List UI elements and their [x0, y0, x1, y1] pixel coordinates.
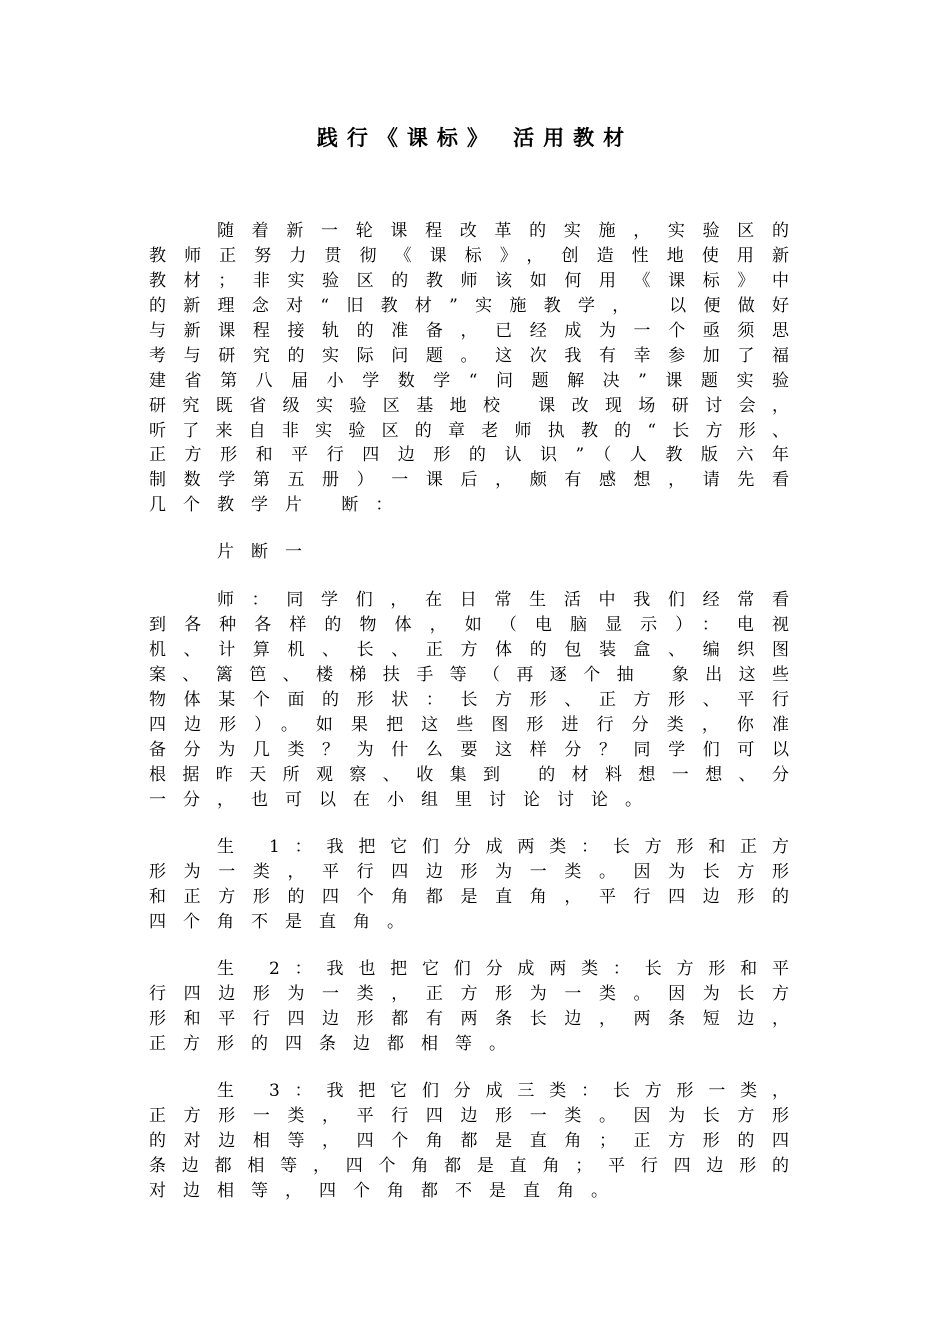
paragraph-line: 生 1：我把它们分成两类：长方形和正方: [217, 837, 789, 857]
paragraph-line: 几个教学片 断：: [149, 495, 410, 515]
paragraph-line: 正方形一类，平行四边形一类。因为长方形: [149, 1106, 789, 1126]
paragraph-line: 制数学第五册）一课后，颇有感想，请先看: [149, 470, 789, 490]
paragraph-line: 师：同学们，在日常生活中我们经常看: [217, 590, 789, 610]
paragraph-line: 备分为几类？为什么要这样分？同学们可以: [149, 740, 789, 760]
paragraph-line: 形为一类，平行四边形为一类。因为长方形: [149, 862, 789, 882]
section-heading: 片断一: [217, 542, 319, 562]
paragraph-line: 到各种各样的物体，如（电脑显示）：电视: [149, 615, 789, 635]
paragraph-line: 生 2：我也把它们分成两类：长方形和平: [217, 959, 789, 979]
paragraph-line: 机、计算机、长、正方体的包装盒、编织图: [149, 640, 789, 660]
paragraph-line: 四边形）。如果把这些图形进行分类，你准: [149, 715, 789, 735]
paragraph-line: 的新理念对“旧教材”实施教学， 以便做好: [149, 296, 789, 316]
paragraph-line: 对边相等，四个角都不是直角。: [149, 1181, 625, 1201]
paragraph-line: 与新课程接轨的准备，已经成为一个亟须思: [149, 321, 789, 341]
paragraph-line: 一分，也可以在小组里讨论讨论。: [149, 790, 659, 810]
paragraph-line: 考与研究的实际问题。这次我有幸参加了福: [149, 346, 789, 366]
paragraph-line: 行四边形为一类，正方形为一类。因为长方: [149, 984, 789, 1004]
paragraph-line: 根据昨天所观察、收集到 的材料想一想、分: [149, 765, 789, 785]
paragraph-line: 生 3：我把它们分成三类：长方形一类，: [217, 1081, 789, 1101]
paragraph-line: 正方形和平行四边形的认识”（人教版六年: [149, 445, 789, 465]
paragraph-line: 研究既省级实验区基地校 课改现场研讨会，: [149, 396, 789, 416]
page-title: 践行《课标》 活用教材: [316, 125, 634, 150]
paragraph-line: 的对边相等，四个角都是直角；正方形的四: [149, 1131, 789, 1151]
paragraph-line: 教师正努力贯彻《课标》，创造性地使用新: [149, 246, 789, 266]
paragraph-line: 随着新一轮课程改革的实施，实验区的: [217, 221, 789, 241]
paragraph-line: 形和平行四边形都有两条长边，两条短边，: [149, 1009, 789, 1029]
paragraph-line: 听了来自非实验区的章老师执教的“长方形、: [149, 421, 789, 441]
paragraph-line: 正方形的四条边都相等。: [149, 1034, 523, 1054]
paragraph-line: 条边都相等，四个角都是直角；平行四边形的: [149, 1156, 789, 1176]
paragraph-line: 物体某个面的形状：长方形、正方形、平行: [149, 690, 789, 710]
paragraph-line: 教材；非实验区的教师该如何用《课标》中: [149, 271, 789, 291]
paragraph-line: 建省第八届小学数学“问题解决”课题实验: [149, 371, 789, 391]
paragraph-line: 案、篱笆、楼梯扶手等（再逐个抽 象出这些: [149, 665, 789, 685]
paragraph-line: 四个角不是直角。: [149, 912, 421, 932]
paragraph-line: 和正方形的四个角都是直角，平行四边形的: [149, 887, 789, 907]
